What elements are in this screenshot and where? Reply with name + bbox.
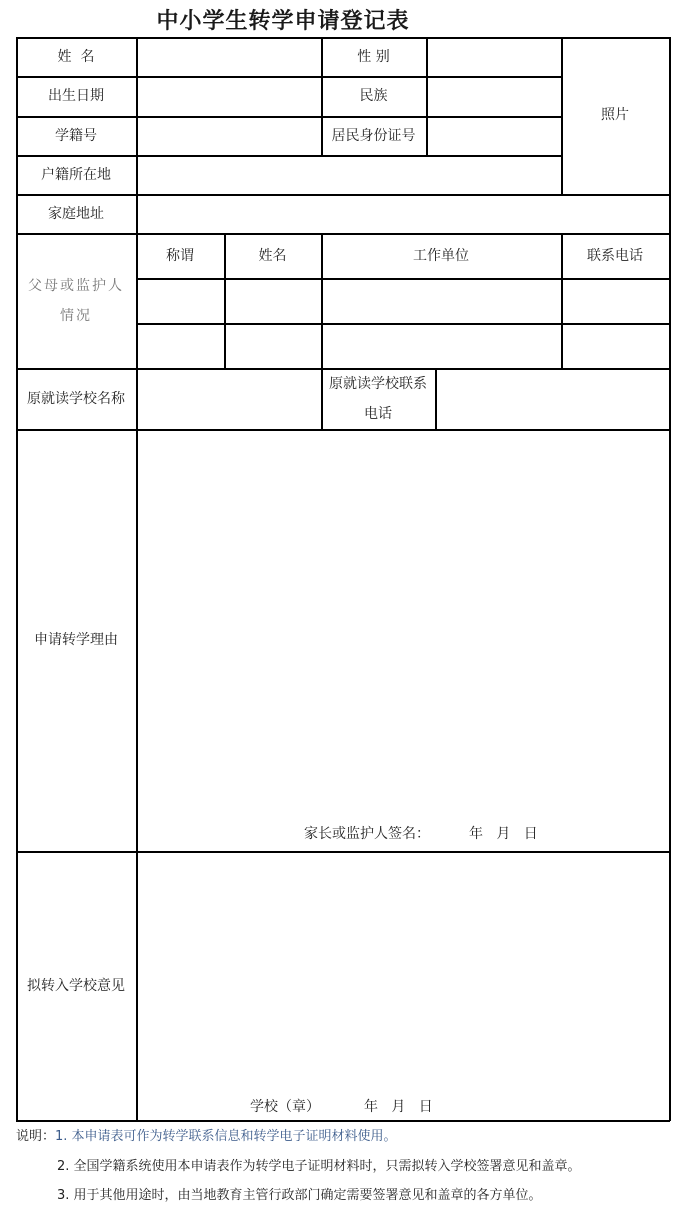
guardian-1-employer-field[interactable] [322,279,561,323]
ethnicity-field[interactable] [427,77,561,116]
birth-date-field[interactable] [137,77,321,116]
table-border-right [669,37,671,1121]
previous-school-phone-field[interactable] [436,369,669,429]
guardian-2-name-field[interactable] [225,324,321,368]
label-household-registration: 户籍所在地 [41,166,111,183]
id-card-field[interactable] [427,117,561,155]
label-receiving-school-opinion: 拟转入学校意见 [27,977,125,994]
note-3-text: 3. 用于其他用途时，由当地教育主管行政部门确定需要签署意见和盖章的各方单位。 [57,1188,542,1203]
guardian-header-name: 姓名 [258,247,287,264]
form-title: 中小学生转学申请登记表 [156,8,410,34]
note-1 [16,1126,581,1156]
label-home-address: 家庭地址 [48,205,104,222]
notes-prefix: 说明： [16,1129,56,1144]
label-id-card: 居民身份证号 [331,127,416,144]
note-1-text: 1. 本申请表可作为转学联系信息和转学电子证明材料使用。 [55,1129,397,1144]
label-transfer-reason: 申请转学理由 [34,632,118,648]
label-previous-school-name: 原就读学校名称 [27,390,125,407]
note-2 [16,1156,581,1186]
guardian-1-name-field[interactable] [225,279,321,323]
label-gender: 性 别 [357,48,390,65]
home-address-field[interactable] [137,195,669,233]
label-name: 姓 名 [57,48,95,65]
transfer-application-form [16,37,670,1121]
photo-placeholder[interactable] [561,37,669,194]
guardian-2-phone-field[interactable] [562,324,669,368]
photo-label: 照片 [601,107,629,123]
school-stamp-label: 学校（章） [250,1099,320,1115]
label-birth-date: 出生日期 [48,88,104,104]
name-field[interactable] [137,38,321,76]
note-2-text: 2. 全国学籍系统使用本申请表作为转学电子证明材料时，只需拟转入学校签署意见和盖章。 [57,1158,581,1174]
guardian-section-text: 父母或监护人情况 [28,277,124,324]
student-id-field[interactable] [137,117,321,155]
table-border-bottom [16,1120,670,1122]
guardian-1-phone-field[interactable] [562,279,669,323]
label-guardian-section [24,233,128,368]
transfer-reason-field[interactable] [137,430,669,810]
receiving-school-opinion-field[interactable] [137,852,669,1082]
gender-field[interactable] [427,38,561,76]
guardian-signature-date: 年 月 日 [469,826,538,842]
guardian-2-employer-field[interactable] [322,324,561,368]
notes-section [16,1126,581,1215]
label-previous-school-phone [323,368,433,429]
label-student-id: 学籍号 [55,127,97,144]
guardian-header-employer: 工作单位 [413,247,469,264]
label-ethnicity: 民族 [359,88,388,104]
guardian-header-relation: 称谓 [166,247,194,264]
guardian-2-relation-field[interactable] [137,324,224,368]
previous-school-name-field[interactable] [137,369,321,429]
household-registration-field[interactable] [137,156,561,194]
previous-school-phone-text: 原就读学校联系电话 [329,375,427,422]
school-stamp-date: 年 月 日 [364,1099,433,1115]
guardian-signature-label: 家长或监护人签名： [304,826,430,842]
note-3 [16,1185,581,1215]
guardian-header-phone: 联系电话 [587,247,643,264]
guardian-1-relation-field[interactable] [137,279,224,323]
